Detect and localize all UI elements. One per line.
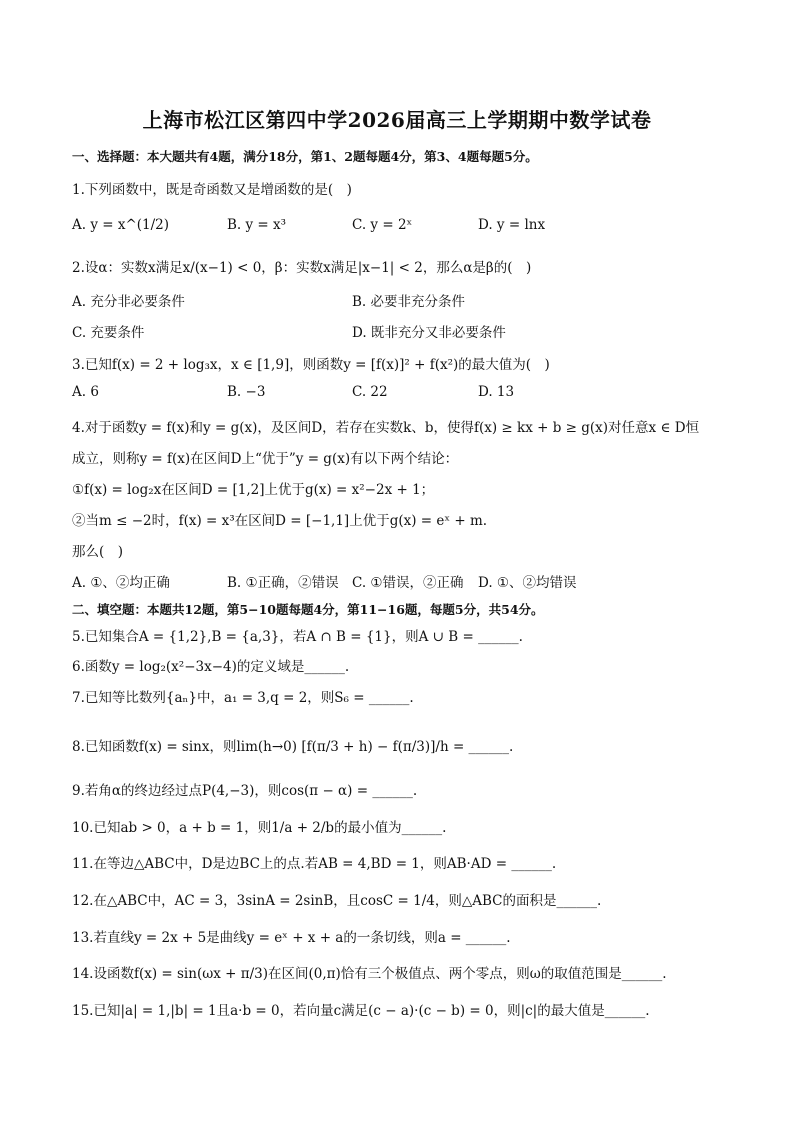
question-2-option-d: D. 既非充分又非必要条件: [352, 325, 506, 341]
question-4-line-5: 那么( ): [72, 544, 124, 560]
question-7: 7.已知等比数列{aₙ}中，a₁ = 3,q = 2，则S₆ = ______.: [72, 690, 414, 706]
question-1-option-a: A. y = x^(1/2): [72, 217, 170, 233]
question-15: 15.已知|a| = 1,|b| = 1且a·b = 0，若向量c满足(c − a)·(c − b) = 0，则|c|的最大值是______.: [72, 1003, 650, 1019]
question-4-conclusion-2: ②当m ≤ −2时，f(x) = x³在区间D = [−1,1]上优于g(x) = eˣ + m.: [72, 513, 488, 529]
question-5: 5.已知集合A = {1,2},B = {a,3}，若A ∩ B = {1}，则A ∪ B = ______.: [72, 629, 523, 645]
exam-title: 上海市松江区第四中学2026届高三上学期期中数学试卷: [142, 108, 652, 132]
section-fill-header: 二、填空题：本题共12题，第5−10题每题4分，第11−16题，每题5分，共54分。: [72, 602, 544, 617]
question-4-option-c: C. ①错误，②正确: [352, 575, 464, 591]
question-14: 14.设函数f(x) = sin(ωx + π/3)在区间(0,π)恰有三个极值点、两个零点，则ω的取值范围是______.: [72, 966, 667, 982]
question-3-stem: 3.已知f(x) = 2 + log₃x，x ∈ [1,9]，则函数y = [f(x)]² + f(x²)的最大值为( ): [72, 357, 550, 373]
question-4-option-d: D. ①、②均错误: [478, 575, 577, 591]
question-3-option-a: A. 6: [72, 384, 99, 400]
question-3-option-c: C. 22: [352, 384, 388, 400]
question-12: 12.在△ABC中，AC = 3，3sinA = 2sinB，且cosC = 1/4，则△ABC的面积是______.: [72, 893, 602, 909]
question-1-stem: 1.下列函数中，既是奇函数又是增函数的是( ): [72, 182, 352, 198]
question-1-option-d: D. y = lnx: [478, 217, 546, 233]
question-13: 13.若直线y = 2x + 5是曲线y = eˣ + x + a的一条切线，则a = ______.: [72, 930, 511, 946]
question-11: 11.在等边△ABC中，D是边BC上的点.若AB = 4,BD = 1，则AB·AD = ______.: [72, 856, 557, 872]
question-9: 9.若角α的终边经过点P(4,−3)，则cos(π − α) = ______.: [72, 783, 418, 799]
question-4-option-b: B. ①正确，②错误: [227, 575, 339, 591]
question-3-option-b: B. −3: [227, 384, 266, 400]
question-1-option-b: B. y = x³: [227, 217, 287, 233]
question-4-line-2: 成立，则称y = f(x)在区间D上“优于”y = g(x)有以下两个结论：: [72, 451, 459, 467]
question-4-conclusion-1: ①f(x) = log₂x在区间D = [1,2]上优于g(x) = x²−2x + 1；: [72, 482, 435, 498]
question-4-line-1: 4.对于函数y = f(x)和y = g(x)，及区间D，若存在实数k、b，使得f(x) ≥ kx + b ≥ g(x)对任意x ∈ D恒: [72, 420, 700, 436]
question-2-option-b: B. 必要非充分条件: [352, 294, 466, 310]
question-10: 10.已知ab > 0，a + b = 1，则1/a + 2/b的最小值为______.: [72, 820, 447, 836]
question-2-stem: 2.设α：实数x满足x/(x−1) < 0，β：实数x满足|x−1| < 2，那么α是β的( ): [72, 260, 532, 276]
question-8: 8.已知函数f(x) = sinx，则lim(h→0) [f(π/3 + h) − f(π/3)]/h = ______.: [72, 739, 514, 755]
question-2-option-c: C. 充要条件: [72, 325, 145, 341]
question-6: 6.函数y = log₂(x²−3x−4)的定义域是______.: [72, 659, 350, 675]
section-choice-header: 一、选择题：本大题共有4题，满分18分，第1、2题每题4分，第3、4题每题5分。: [72, 149, 538, 164]
question-2-option-a: A. 充分非必要条件: [72, 294, 185, 310]
question-3-option-d: D. 13: [478, 384, 515, 400]
question-4-option-a: A. ①、②均正确: [72, 575, 170, 591]
question-1-option-c: C. y = 2ˣ: [352, 217, 413, 233]
